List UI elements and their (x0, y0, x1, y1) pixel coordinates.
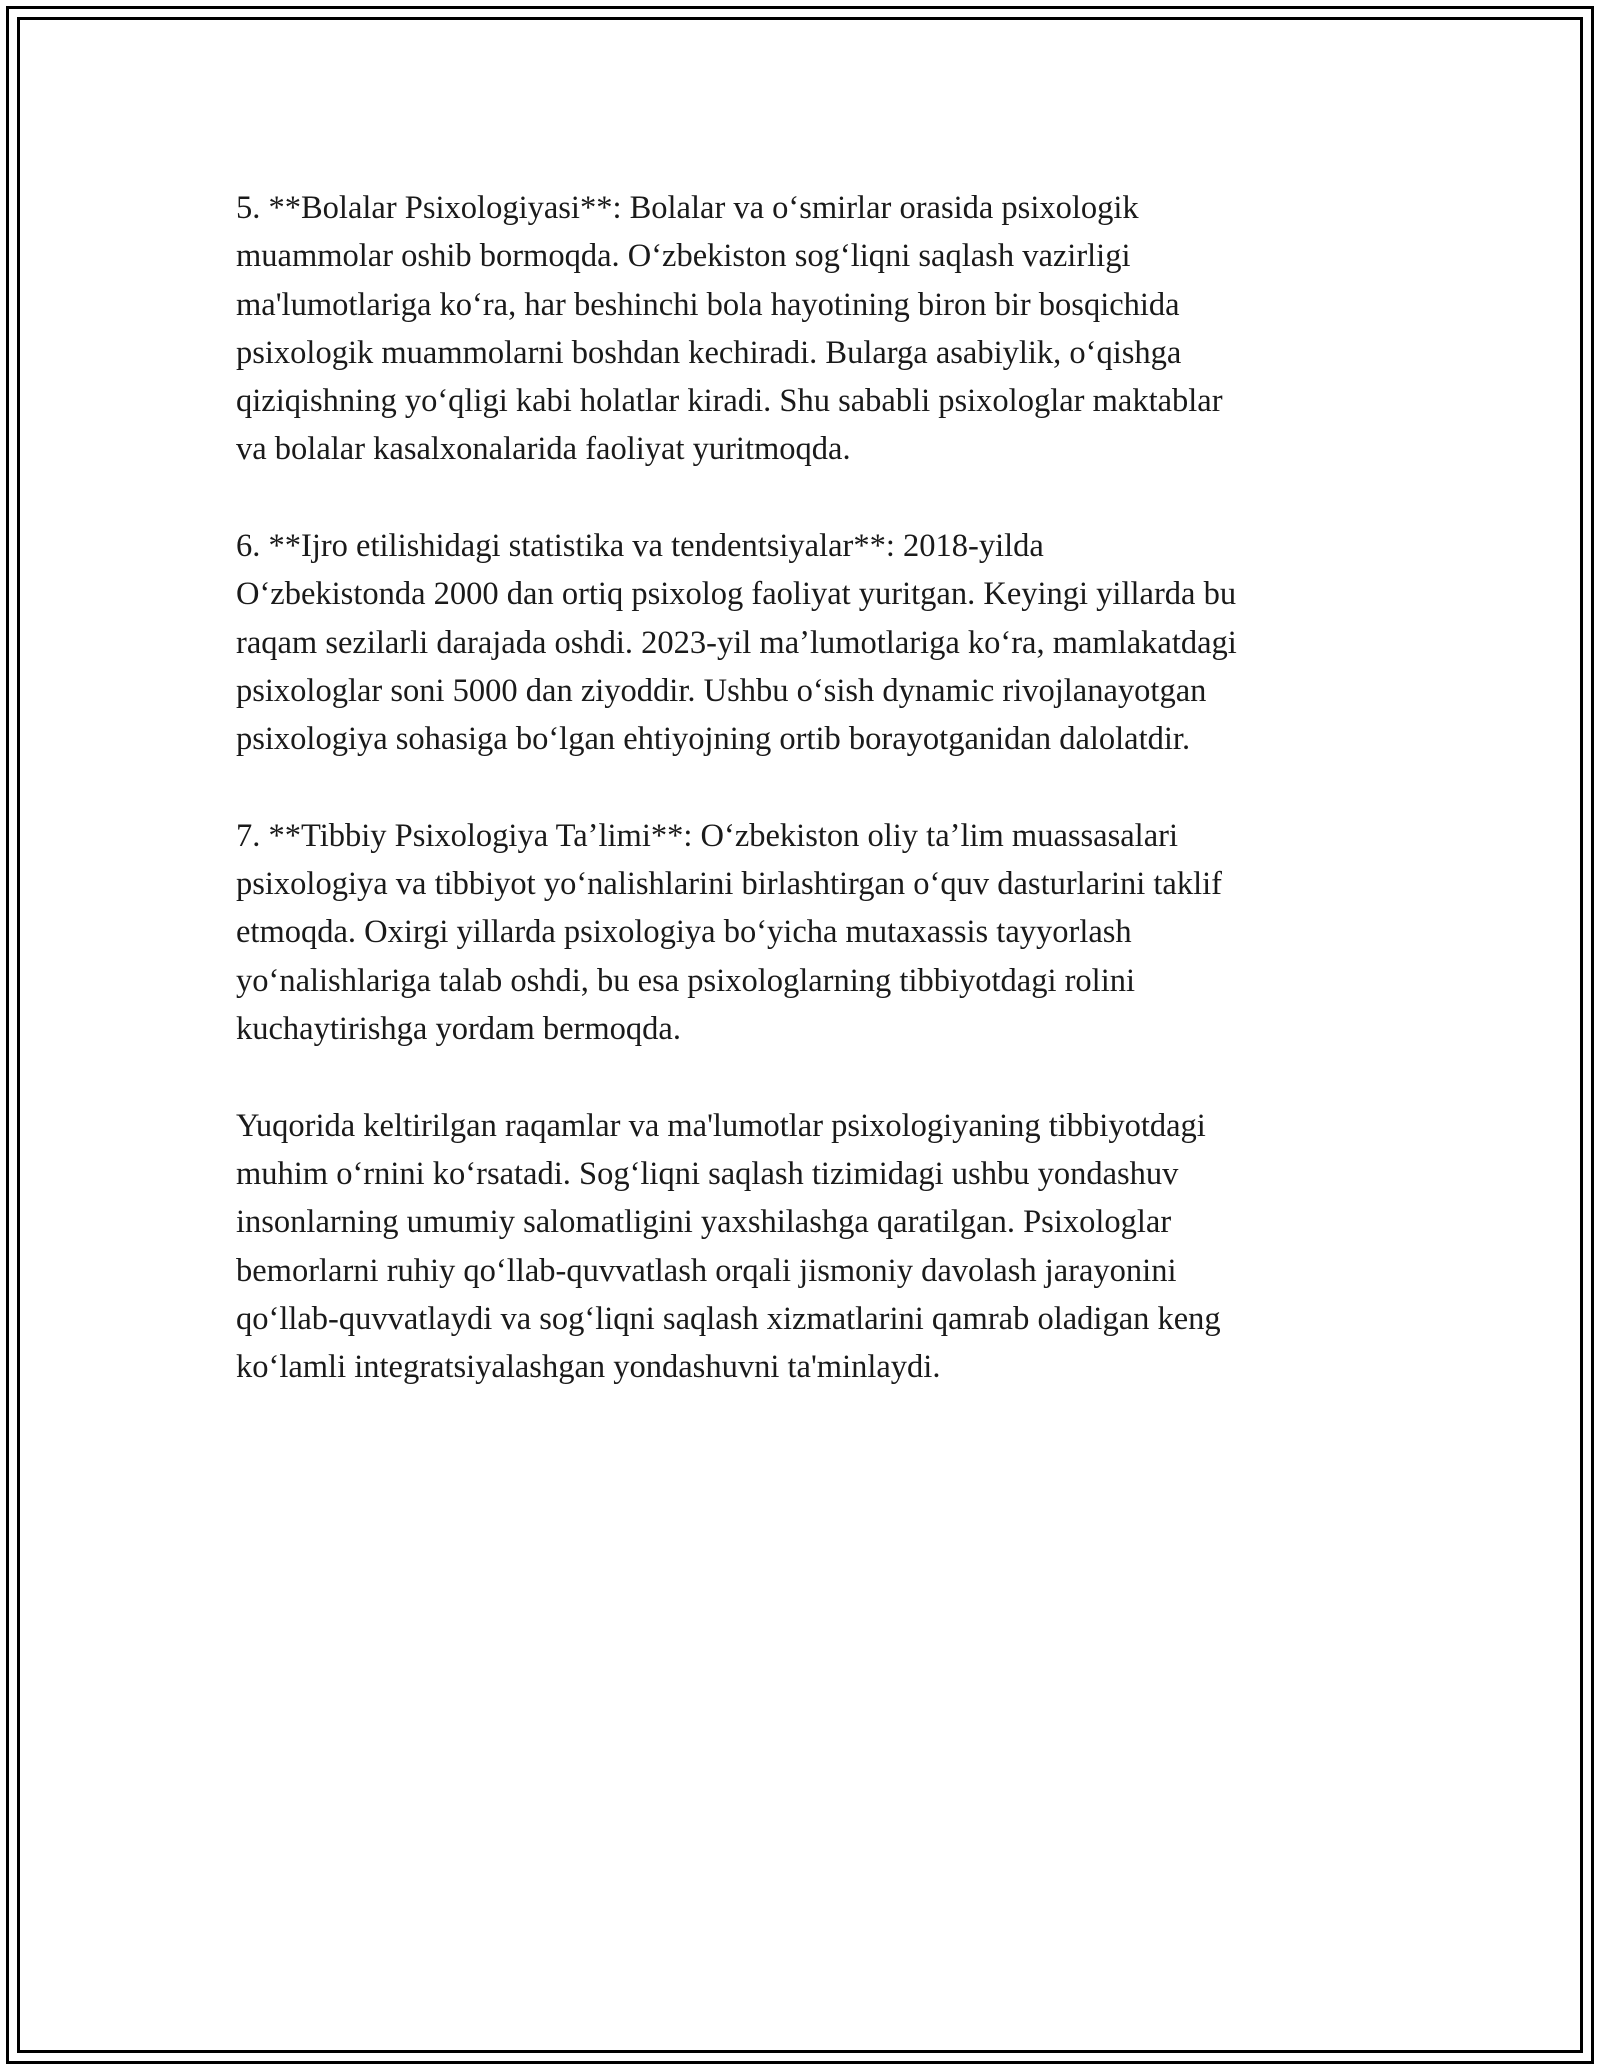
paragraph-medical-psychology-education (236, 812, 1376, 1053)
document-body (236, 184, 1376, 1440)
text-line: va bolalar kasalxonalarida faoliyat yuritmoqda. (236, 431, 851, 468)
text-line: 6. **Ijro etilishidagi statistika va tendentsiyalar**: 2018-yilda (236, 528, 1044, 565)
text-line: bemorlarni ruhiy qoʻllab-quvvatlash orqali jismoniy davolash jarayonini (236, 1252, 1177, 1289)
text-line: ma'lumotlariga koʻra, har beshinchi bola hayotining biron bir bosqichida (236, 286, 1180, 323)
paragraph-statistics-trends (236, 522, 1376, 763)
text-line: etmoqda. Oxirgi yillarda psixologiya boʻyicha mutaxassis tayyorlash (236, 914, 1132, 951)
text-line: insonlarning umumiy salomatligini yaxshilashga qaratilgan. Psixologlar (236, 1204, 1172, 1241)
text-line: 7. **Tibbiy Psixologiya Taʼlimi**: Oʻzbekiston oliy taʼlim muassasalari (236, 817, 1178, 854)
paragraph-children-psychology (236, 184, 1376, 474)
text-line: psixologiya sohasiga boʻlgan ehtiyojning ortib borayotganidan dalolatdir. (236, 721, 1191, 758)
text-line: koʻlamli integratsiyalashgan yondashuvni ta'minlaydi. (236, 1349, 941, 1386)
text-line: 5. **Bolalar Psixologiyasi**: Bolalar va oʻsmirlar orasida psixologik (236, 190, 1139, 226)
text-line: qiziqishning yoʻqligi kabi holatlar kiradi. Shu sababli psixologlar maktablar (236, 383, 1223, 420)
text-line: Oʻzbekistonda 2000 dan ortiq psixolog faoliyat yuritgan. Keyingi yillarda bu (236, 576, 1237, 613)
text-line: muammolar oshib bormoqda. Oʻzbekiston sogʻliqni saqlash vazirligi (236, 238, 1131, 275)
text-line: psixologik muammolarni boshdan kechiradi. Bularga asabiylik, oʻqishga (236, 334, 1182, 371)
text-line: raqam sezilarli darajada oshdi. 2023-yil maʼlumotlariga koʻra, mamlakatdagi (236, 624, 1237, 661)
text-line: muhim oʻrnini koʻrsatadi. Sogʻliqni saqlash tizimidagi ushbu yondashuv (236, 1155, 1179, 1192)
text-line: psixologlar soni 5000 dan ziyoddir. Ushbu oʻsish dynamic rivojlanayotgan (236, 672, 1207, 709)
paragraph-conclusion (236, 1102, 1376, 1392)
text-line: qoʻllab-quvvatlaydi va sogʻliqni saqlash xizmatlarini qamrab oladigan keng (236, 1300, 1221, 1337)
text-line: yoʻnalishlariga talab oshdi, bu esa psixologlarning tibbiyotdagi rolini (236, 962, 1136, 999)
text-line: Yuqorida keltirilgan raqamlar va ma'lumotlar psixologiyaning tibbiyotdagi (236, 1107, 1206, 1144)
text-line: psixologiya va tibbiyot yoʻnalishlarini birlashtirgan oʻquv dasturlarini taklif (236, 866, 1222, 903)
text-line: kuchaytirishga yordam bermoqda. (236, 1011, 681, 1048)
